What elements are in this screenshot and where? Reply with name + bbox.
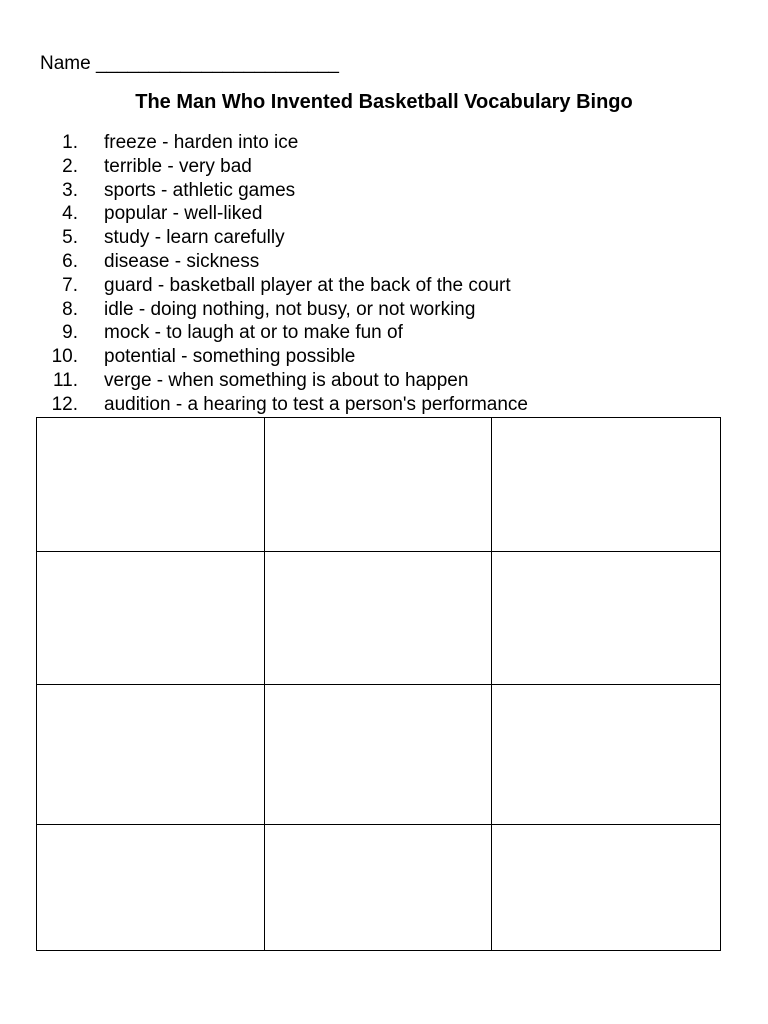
vocab-item <box>40 226 285 250</box>
vocab-number: 7. <box>62 274 78 296</box>
bingo-grid <box>36 417 721 951</box>
vocab-definition: potential - something possible <box>104 346 356 368</box>
vocab-item <box>40 393 528 417</box>
vocab-item <box>40 274 511 298</box>
vocab-definition: audition - a hearing to test a person's performance <box>104 393 528 415</box>
bingo-row <box>37 552 721 685</box>
vocab-definition: popular - well-liked <box>104 203 263 225</box>
bingo-cell <box>492 552 721 685</box>
bingo-cell <box>492 685 721 825</box>
vocab-definition: verge - when something is about to happen <box>104 369 469 391</box>
vocab-number: 6. <box>62 250 78 272</box>
vocab-item <box>40 131 299 155</box>
bingo-cell <box>492 825 721 951</box>
vocab-number: 10. <box>51 346 78 368</box>
page-title: The Man Who Invented Basketball Vocabulary Bingo <box>135 91 633 113</box>
vocab-definition: freeze - harden into ice <box>104 132 299 153</box>
vocab-definition: idle - doing nothing, not busy, or not working <box>104 298 476 320</box>
bingo-row <box>37 418 721 552</box>
vocab-definition: guard - basketball player at the back of the court <box>104 274 511 296</box>
vocab-number: 9. <box>62 322 78 344</box>
vocab-item <box>40 369 469 393</box>
vocab-definition: sports - athletic games <box>104 179 296 201</box>
bingo-cell <box>37 418 265 552</box>
vocab-number: 8. <box>62 298 78 320</box>
vocab-number: 5. <box>62 227 78 249</box>
vocab-number: 3. <box>62 179 78 201</box>
vocabulary-list <box>40 131 528 417</box>
bingo-row <box>37 685 721 825</box>
vocab-item <box>40 298 476 322</box>
bingo-cell <box>265 825 492 951</box>
vocab-definition: disease - sickness <box>104 250 260 272</box>
vocab-number: 1. <box>62 132 78 153</box>
bingo-cell <box>265 418 492 552</box>
vocab-definition: terrible - very bad <box>104 155 252 177</box>
vocab-item <box>40 250 260 274</box>
bingo-cell <box>37 685 265 825</box>
bingo-cell <box>37 825 265 951</box>
bingo-row <box>37 825 721 951</box>
vocab-number: 11. <box>52 369 78 391</box>
vocab-definition: study - learn carefully <box>104 227 285 249</box>
vocab-number: 4. <box>62 203 78 225</box>
vocab-item <box>40 155 252 179</box>
bingo-cell <box>265 552 492 685</box>
vocab-item <box>40 345 356 369</box>
bingo-cell <box>492 418 721 552</box>
bingo-cell <box>265 685 492 825</box>
vocab-item <box>40 202 263 226</box>
vocab-item <box>40 321 403 345</box>
vocab-number: 2. <box>62 155 78 177</box>
vocab-item <box>40 179 296 203</box>
vocab-number: 12. <box>51 393 78 415</box>
name-field-label: Name _______________________ <box>40 53 339 74</box>
vocab-definition: mock - to laugh at or to make fun of <box>104 322 403 344</box>
bingo-cell <box>37 552 265 685</box>
